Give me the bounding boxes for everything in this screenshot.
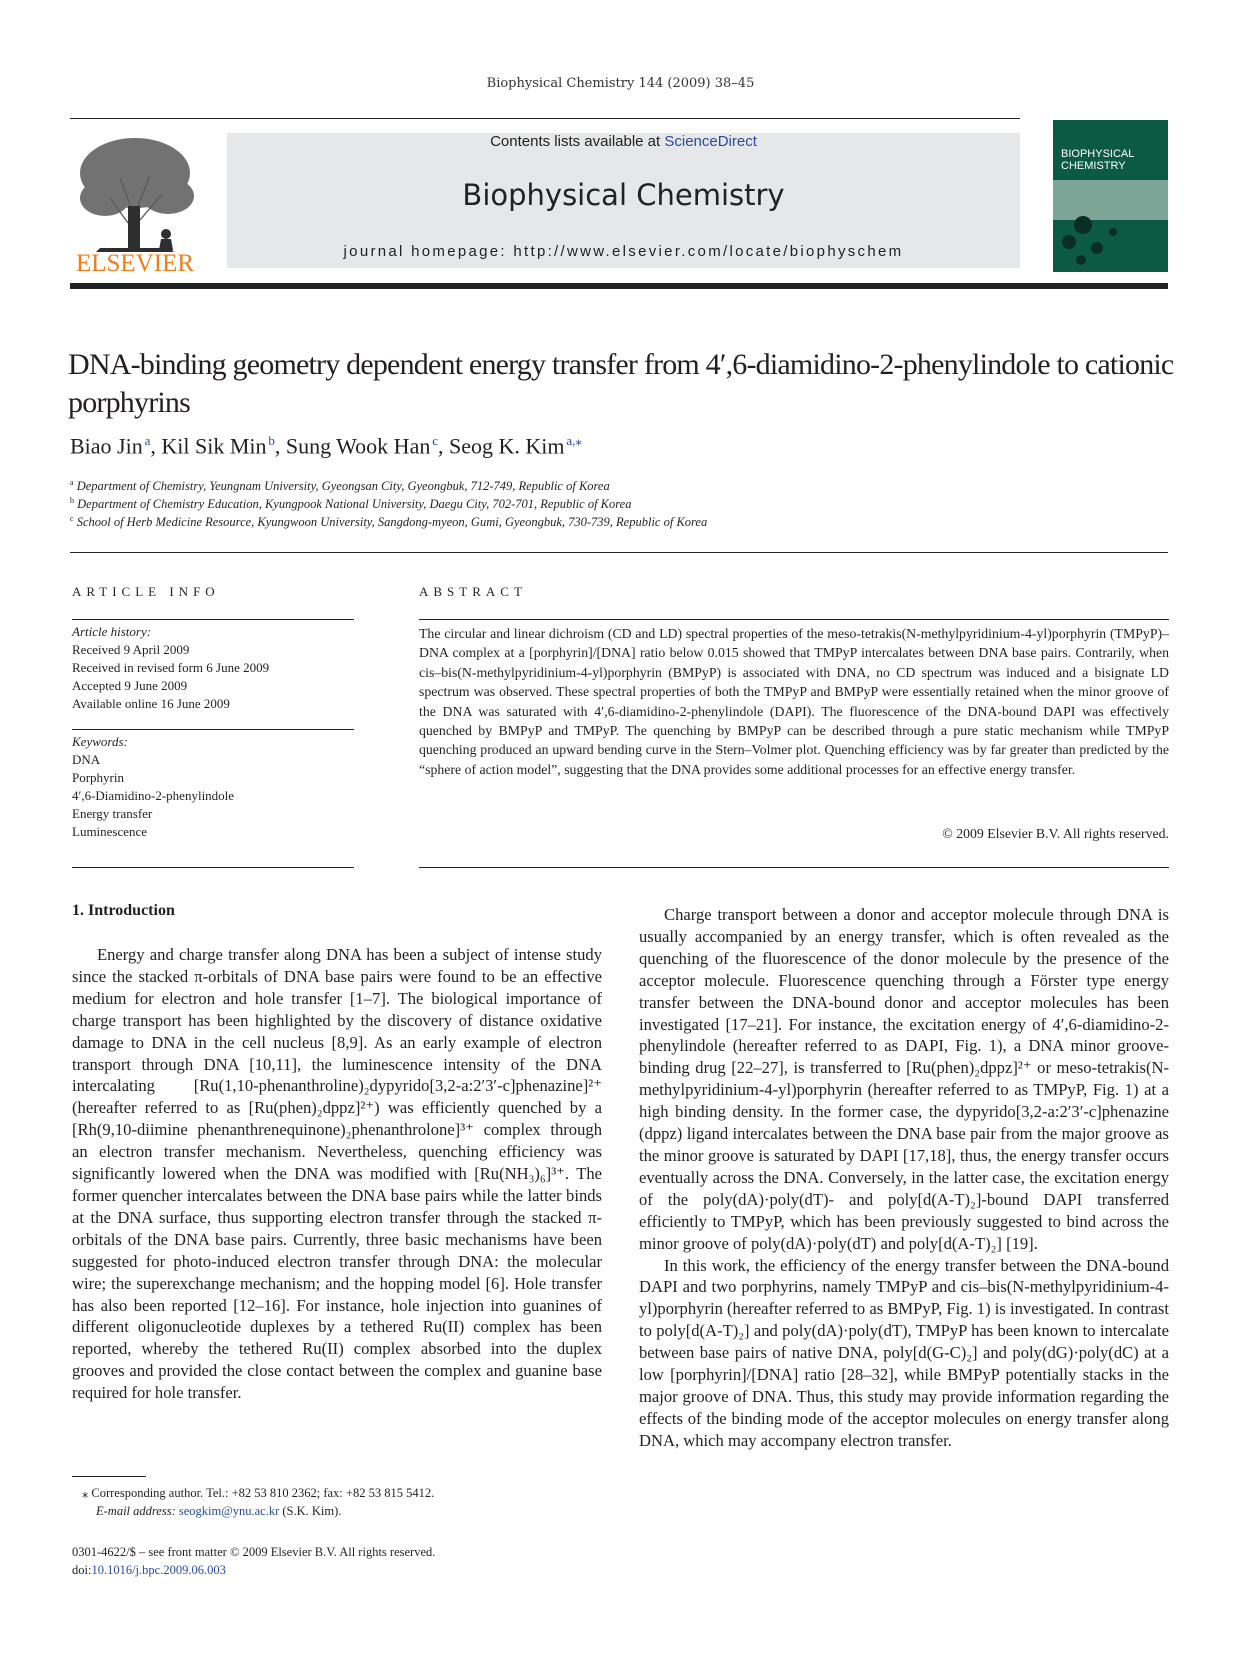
journal-cover <box>1053 120 1168 272</box>
keyword: 4′,6-Diamidino-2-phenylindole <box>72 788 235 803</box>
history-item: Accepted 9 June 2009 <box>72 678 188 693</box>
affiliation-key: a <box>70 478 74 487</box>
author-name: Kil Sik Min <box>161 433 267 459</box>
author-aff[interactable]: a <box>144 433 151 448</box>
header-thick-rule <box>70 283 1168 289</box>
doi-line <box>72 1561 632 1579</box>
affiliation <box>70 478 1170 494</box>
contents-line <box>227 133 1020 150</box>
affiliation-text: Department of Chemistry, Yeungnam University, Gyeongsan City, Gyeongbuk, 712-749, Republic of Korea <box>76 479 610 494</box>
email-suffix: (S.K. Kim). <box>282 1504 342 1518</box>
email-label: E-mail address: <box>96 1504 176 1518</box>
abstract-text: The circular and linear dichroism (CD and LD) spectral properties of the meso-tetrakis(N-methylpyridinium-4-yl)porphyrin (TMPyP)–DNA complex at a [porphyrin]/[DNA] ratio below 0.015 showed that TMPyP intercalates between DNA base pairs. Contrarily, when cis–bis(N-methylpyridinium-4-yl)porphyrin (BMPyP) is associated with DNA, no CD spectrum was induced and a bisignate LD spectrum was observed. These spectral properties of both the TMPyP and BMPyP were essentially retained when the minor groove of the DNA was saturated with 4′,6-diamidino-2-phenylindole (DAPI). The fluorescence of the DNA-bound DAPI was effectively quenched by BMPyP and TMPyP. The quenching by BMPyP can be described through a pure static mechanism while TMPyP quenching produced an upward bending curve in the Stern–Volmer plot. Quenching efficiency was by far greater than predicted by the “sphere of action model”, suggesting that the DNA provides some additional processes for an effective energy transfer. <box>419 626 1169 777</box>
abstract-copyright: © 2009 Elsevier B.V. All rights reserved. <box>942 826 1169 841</box>
article-info-heading: ARTICLE INFO <box>72 584 220 599</box>
author-aff[interactable]: a,⁎ <box>566 433 582 448</box>
sciencedirect-link[interactable]: ScienceDirect <box>664 133 757 150</box>
author-aff[interactable]: c <box>432 433 438 448</box>
journal-title: Biophysical Chemistry <box>462 178 785 212</box>
history-label: Article history: <box>72 624 152 639</box>
affiliation-text: School of Herb Medicine Resource, Kyungwoon University, Sangdong-myeon, Gumi, Gyeongbuk, 730-739, Republic of Korea <box>76 515 708 530</box>
author-name: Seog K. Kim <box>448 433 565 459</box>
affiliation-key: c <box>70 514 74 523</box>
intro-paragraph: Charge transport between a donor and acceptor molecule through DNA is usually accompanied by an energy transfer, which is often revealed as the quenching of the fluorescence of the donor molecule by the presence of the acceptor molecule. Fluorescence quenching through a Förster type energy transfer between the DNA-bound donor and acceptor molecules has been investigated [17–21]. For instance, the excitation energy of 4′,6-diamidino-2-phenylindole (hereafter referred to as DAPI, Fig. 1), a DNA minor groove-binding drug [22–27], is transferred to [Ru(phen)₂dppz]²⁺ or meso-tetrakis(N-methylpyridinium-4-yl)porphyrin (hereafter referred to as TMPyP, Fig. 1) at a high binding density. In the former case, the dypyrido[3,2-a:2′3′-c]phenazine (dppz) ligand intercalates between the DNA base pair from the major groove as the minor groove is saturated by DAPI [17,18], thus, the energy transfer occurs eventually across the DNA. Conversely, in the latter case, the excitation energy of the poly(dA)·poly(dT)- and poly[d(A-T)₂]-bound DAPI transferred efficiently to TMPyP, which has been previously suggested to bind across the minor groove of poly(dA)·poly(dT) and poly[d(A-T)₂] [19]. <box>639 905 1169 1253</box>
corresponding-author: ⁎ Corresponding author. Tel.: +82 53 810 2362; fax: +82 53 815 5412. <box>82 1486 435 1500</box>
doi-link[interactable]: 10.1016/j.bpc.2009.06.003 <box>91 1563 226 1577</box>
history-item: Received in revised form 6 June 2009 <box>72 660 270 675</box>
cover-art <box>1053 120 1168 272</box>
affiliation-text: Department of Chemistry Education, Kyungpook National University, Daegu City, 702-701, Republic of Korea <box>77 497 632 512</box>
contents-prefix: Contents lists available at <box>490 133 665 150</box>
affiliation <box>70 496 1170 512</box>
abstract-bottom-rule <box>419 867 1169 868</box>
keywords <box>72 733 354 841</box>
keywords-rule <box>72 729 354 730</box>
right-column <box>639 904 1169 1452</box>
footnote <box>72 1484 592 1520</box>
journal-homepage[interactable]: journal homepage: http://www.elsevier.com/locate/biophyschem <box>343 243 904 260</box>
keyword: Luminescence <box>72 824 148 839</box>
author-aff[interactable]: b <box>268 433 275 448</box>
history-item: Received 9 April 2009 <box>72 642 190 657</box>
abstract-heading: ABSTRACT <box>419 584 527 599</box>
keyword: Energy transfer <box>72 806 153 821</box>
keywords-label: Keywords: <box>72 734 128 749</box>
front-matter <box>72 1543 632 1579</box>
running-head: Biophysical Chemistry 144 (2009) 38–45 <box>486 76 755 91</box>
article-info-bottom-rule <box>72 867 354 868</box>
article-history <box>72 623 354 713</box>
footnote-rule <box>72 1476 146 1477</box>
doi-label: doi: <box>72 1563 92 1577</box>
header-rule <box>70 118 1020 119</box>
section-heading: 1. Introduction <box>72 902 175 919</box>
email-line <box>72 1502 592 1520</box>
keyword: DNA <box>72 752 101 767</box>
affiliation <box>70 514 1170 530</box>
author-name: Sung Wook Han <box>285 433 431 459</box>
author-name: Biao Jin <box>70 433 143 459</box>
article-title: DNA-binding geometry dependent energy transfer from 4′,6-diamidino-2-phenylindole to cationic porphyrins <box>68 348 1174 419</box>
history-item: Available online 16 June 2009 <box>72 696 230 711</box>
abstract-rule <box>419 619 1169 620</box>
author-list: Biao Jin $^a$, Kil Sik Min $^b$, Sung Wook Han $^c$, Seog K. Kim $^{a,⁎}$ <box>70 433 582 459</box>
cover-title: BIOPHYSICAL CHEMISTRY <box>1061 148 1134 172</box>
article-info-rule <box>72 619 354 620</box>
affiliation-key: b <box>70 496 74 505</box>
left-column <box>72 944 602 1404</box>
keyword: Porphyrin <box>72 770 124 785</box>
title-block-rule <box>70 552 1168 553</box>
issn-line: 0301-4622/$ – see front matter © 2009 Elsevier B.V. All rights reserved. <box>72 1545 436 1559</box>
intro-paragraph: In this work, the efficiency of the energy transfer between the DNA-bound DAPI and two porphyrins, namely TMPyP and cis–bis(N-methylpyridinium-4-yl)porphyrin (hereafter referred to as BMPyP, Fig. 1) is investigated. In contrast to poly[d(A-T)₂] and poly(dA)·poly(dT), TMPyP has been known to intercalate between base pairs of native DNA, poly[d(G-C)₂] and poly(dG)·poly(dC) at a low [porphyrin]/[DNA] ratio [28–32], while BMPyP potentially stacks in the major groove of DNA. Thus, this study may provide information regarding the effects of the binding mode of the acceptor molecules on energy transfer along DNA, which may accompany electron transfer. <box>639 1255 1169 1450</box>
elsevier-wordmark: ELSEVIER <box>75 250 195 277</box>
email-link[interactable]: seogkim@ynu.ac.kr <box>178 1504 280 1518</box>
intro-paragraph: Energy and charge transfer along DNA has been a subject of intense study since the stacked π-orbitals of DNA base pairs were found to be an effective medium for electron and hole transfer [1–7]. The biological importance of charge transport has been highlighted by the discovery of distance oxidative damage to DNA in the cell nucleus [8,9]. As an early example of electron transport through DNA [10,11], the luminescence intensity of the DNA intercalating [Ru(1,10-phenanthroline)₂dypyrido[3,2-a:2′3′-c]phenazine]²⁺ (hereafter referred to as [Ru(phen)₂dppz]²⁺) was efficiently quenched by a [Rh(9,10-diimine phenanthrenequinone)₂phenanthrolone]³⁺ complex through an electron transfer mechanism. Nevertheless, quenching efficiency was significantly lowered when the DNA was modified with [Ru(NH₃)₆]³⁺. The former quencher intercalates between the DNA base pairs while the latter binds at the DNA surface, thus supporting electron transfer through the stacked π-orbitals of the DNA base pairs. Currently, three basic mechanisms have been suggested for photo-induced electron transfer through DNA: the molecular wire; the superexchange mechanism; and the hopping model [6]. Hole transfer has also been reported [12–16]. For instance, hole injection into guanines of different oligonucleotide duplexes by a tethered Ru(II) complex has been reported, whereby the tethered Ru(II) complex absorbed into the duplex grooves and provided the close contact between the complex and guanine base required for hole transfer. <box>72 945 602 1403</box>
